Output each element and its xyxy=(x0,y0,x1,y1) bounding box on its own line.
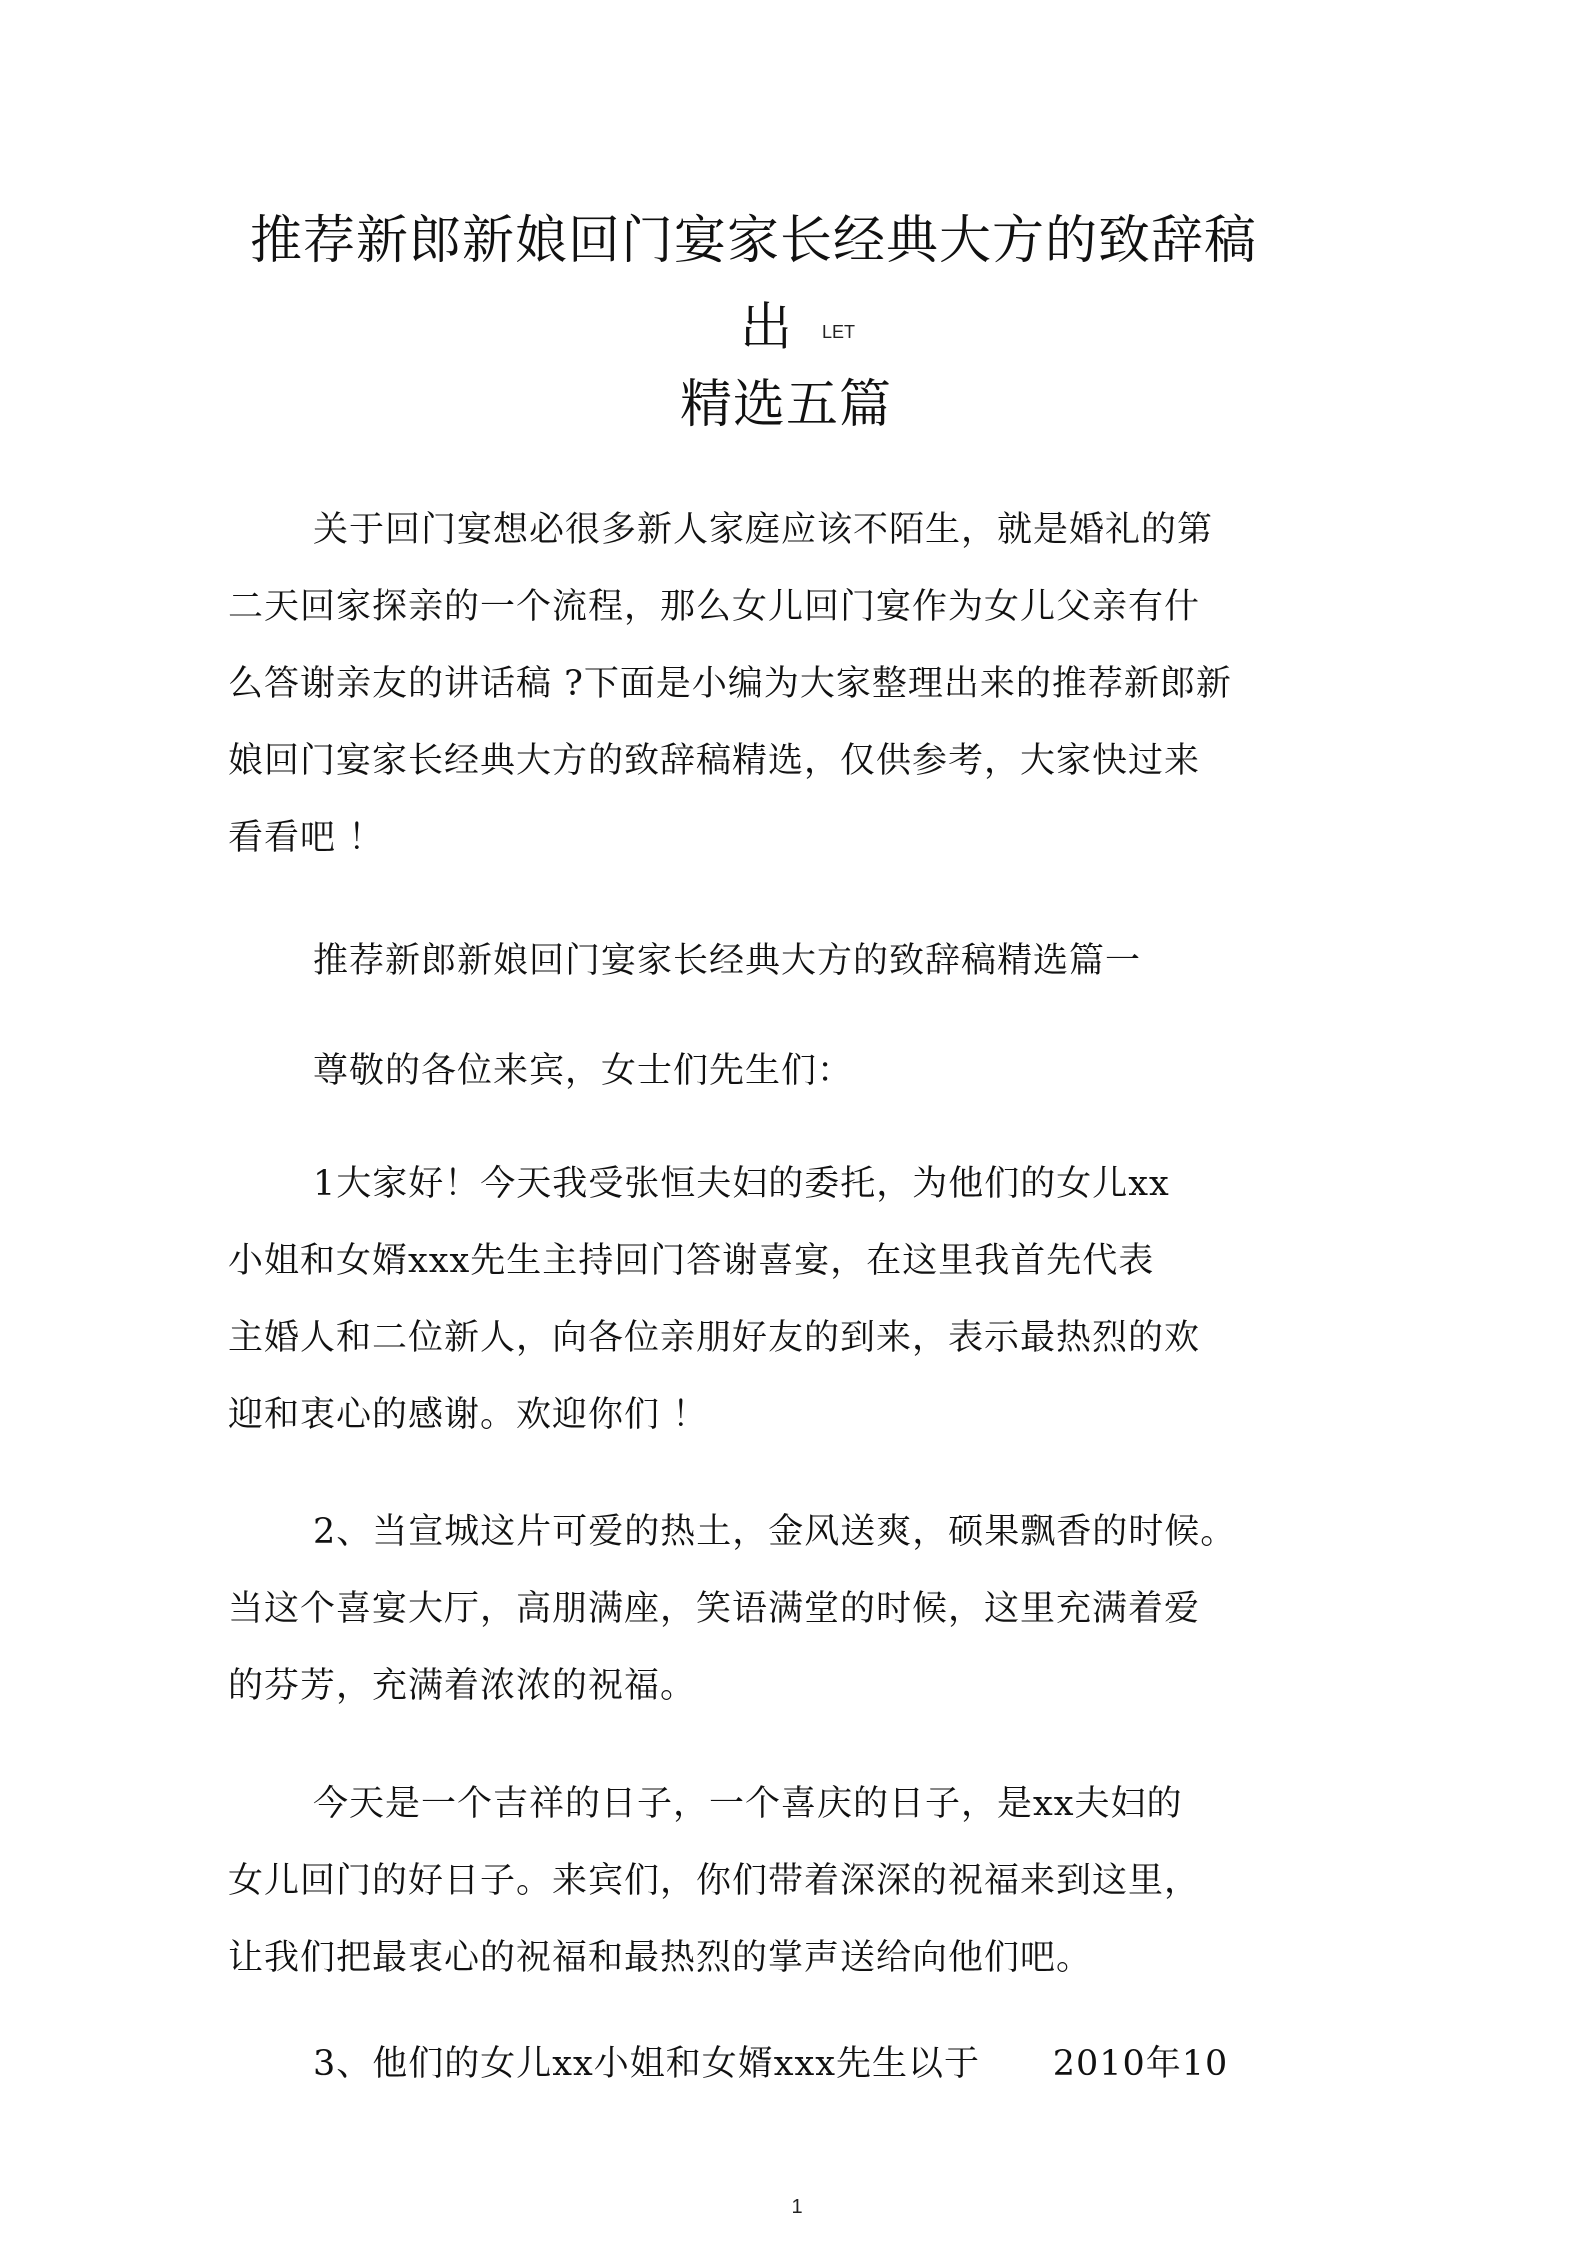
paragraph-line: 小姐和女婿xxx先生主持回门答谢喜宴，在这里我首先代表 xyxy=(228,1241,1155,1281)
page-number: 1 xyxy=(791,2196,803,2218)
section-heading xyxy=(228,923,1288,1000)
paragraph-line: 3、他们的女儿xx小姐和女婿xxx先生以于 2010年10 xyxy=(313,2044,1229,2084)
paragraph-line: 让我们把最衷心的祝福和最热烈的掌声送给向他们吧。 xyxy=(228,1938,1093,1978)
item-1-paragraph xyxy=(228,1146,1288,1454)
item-2-paragraph xyxy=(228,1494,1288,1725)
paragraph-line: 主婚人和二位新人，向各位亲朋好友的到来，表示最热烈的欢 xyxy=(228,1318,1201,1358)
paragraph-line: 1大家好！今天我受张恒夫妇的委托，为他们的女儿xx xyxy=(313,1164,1170,1204)
section-heading-text: 推荐新郎新娘回门宴家长经典大方的致辞稿精选篇一 xyxy=(313,941,1142,981)
title-line-2: 出 xyxy=(740,298,794,358)
paragraph-line: 二天回家探亲的一个流程，那么女儿回门宴作为女儿父亲有什 xyxy=(228,587,1201,627)
paragraph-line: 今天是一个吉祥的日子，一个喜庆的日子，是xx夫妇的 xyxy=(313,1784,1183,1824)
item-3-paragraph xyxy=(228,2026,1288,2103)
title-line-3: 精选五篇 xyxy=(680,375,893,435)
greeting-paragraph xyxy=(228,1033,1288,1110)
paragraph-line: 的芬芳，充满着浓浓的祝福。 xyxy=(228,1666,697,1706)
greeting-text: 尊敬的各位来宾，女士们先生们： xyxy=(313,1051,854,1091)
today-paragraph xyxy=(228,1766,1288,1997)
paragraph-line: 看看吧 ！ xyxy=(228,818,385,858)
intro-paragraph xyxy=(228,492,1288,877)
title-line-1: 推荐新郎新娘回门宴家长经典大方的致辞稿 xyxy=(250,211,1258,271)
paragraph-line: 女儿回门的好日子。来宾们，你们带着深深的祝福来到这里， xyxy=(228,1861,1201,1901)
title-line-2-small-text: LET xyxy=(822,322,856,342)
paragraph-line: 娘回门宴家长经典大方的致辞稿精选，仅供参考，大家快过来 xyxy=(228,741,1201,781)
paragraph-line: 迎和衷心的感谢。欢迎你们 ！ xyxy=(228,1395,709,1435)
paragraph-line: 么答谢亲友的讲话稿 ?下面是小编为大家整理出来的推荐新郎新 xyxy=(228,664,1232,704)
paragraph-line: 当这个喜宴大厅，高朋满座，笑语满堂的时候，这里充满着爱 xyxy=(228,1589,1201,1629)
paragraph-line: 关于回门宴想必很多新人家庭应该不陌生，就是婚礼的第 xyxy=(313,510,1214,550)
paragraph-line: 2、当宣城这片可爱的热土，金风送爽，硕果飘香的时候。 xyxy=(313,1512,1237,1552)
